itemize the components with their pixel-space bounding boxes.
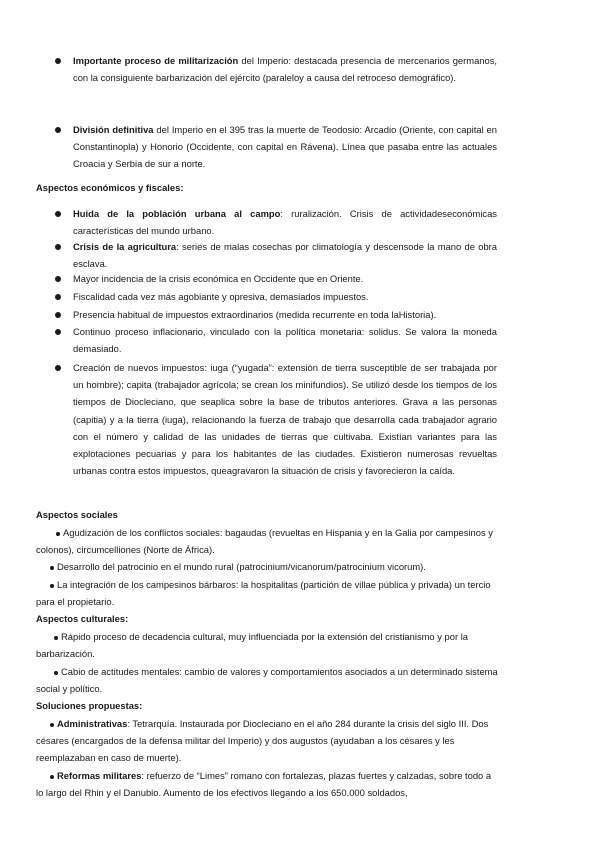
item-text: : series de malas cosechas por climatología y descensode la mano de obra esclava. (73, 241, 497, 270)
item-bold-text: Administrativas (57, 718, 128, 729)
item-text: del Imperio: destacada presencia de mercenarios germanos, con la consiguiente barbarización del ejército (paraleloy a causa del retroceso demográfico). (73, 55, 498, 84)
bullet-icon (55, 276, 61, 282)
section-heading-cultural: Aspectos culturales: (36, 613, 129, 624)
bullet-icon (54, 671, 58, 675)
paragraph (36, 576, 498, 610)
item-text: Presencia habitual de impuestos extraordinarios (medida recurrente en toda laHistoria). (73, 309, 437, 320)
section-heading-solutions: Soluciones propuestas: (36, 700, 143, 711)
list-item (73, 306, 497, 323)
item-text: : Tetrarquía. Instaurada por Diocleciano en el año 284 durante la crisis del siglo III. Dos césares (encargados de la defensa militar del Imperio) y dos augustos (ayudaban a los césares y les reemplazaban en caso de muerte). (36, 718, 489, 764)
bullet-icon (50, 566, 54, 570)
bullet-icon (55, 365, 61, 371)
item-text: Desarrollo del patrocinio en el mundo rural (patrocinium/vicanorum/patrocinium vicorum). (57, 561, 426, 572)
item-text: Fiscalidad cada vez más agobiante y opresiva, demasiados impuestos. (73, 291, 369, 302)
bullet-icon (50, 775, 54, 779)
list-item (73, 270, 497, 287)
list-item (73, 205, 497, 239)
item-bold-text: División definitiva (73, 124, 154, 135)
item-bold-text: Reformas militares (57, 770, 142, 781)
item-bold-text: Importante proceso de militarización (73, 55, 239, 66)
list-item (73, 359, 497, 479)
item-text: del Imperio en el 395 tras la muerte de Teodosio: Arcadio (Oriente, con capital en Constantinopla) y Honorio (Occidente, con capital en Rávena). Línea que pasaba entre las actuales Croacia y Serbia de sur a norte. (73, 124, 497, 170)
item-text: Creación de nuevos impuestos: iuga (“yugada”: extensión de tierra susceptible de ser trabajada por un hombre); capita (trabajador agrícola; se crean los minifundios). Se utilizó desde los tiempos de los tiempos de Diocleciano, que seaplica sobre la base de tributos anteriores. Grava a las personas (capitia) y a la tierra (iuga), relacionando la fuerza de trabajo que desarrolla cada trabajador agrario con el número y calidad de las unidades de tierras que cultivaba. Existían variantes para las explotaciones pecuarias y para los habitantes de las ciudades. Existieron numerosas revueltas urbanas contra estos impuestos, queagravaron la situación de crisis y favorecieron la caída. (73, 362, 497, 477)
list-item (73, 323, 497, 357)
bullet-icon (55, 294, 61, 300)
bullet-icon (56, 532, 60, 536)
item-text: Agudización de los conflictos sociales: bagaudas (revueltas en Hispania y en la Galia por campesinos y colonos), circumcelliones (Norte de África). (36, 527, 493, 556)
item-text: : refuerzo de “Limes” romano con fortalezas, plazas fuertes y calzadas, sobre todo a lo largo del Rhin y el Danubio. Aumento de los efectivos llegando a los 650.000 soldados, (36, 770, 492, 799)
bullet-icon (55, 127, 61, 133)
item-text: Mayor incidencia de la crisis económica en Occidente que en Oriente. (73, 273, 364, 284)
item-bold-text: Crisis de la agricultura (73, 241, 177, 252)
list-item (73, 238, 497, 272)
paragraph (36, 767, 498, 801)
item-text: Continuo proceso inflacionario, vinculado con la política monetaria: solidus. Se valora la moneda demasiado. (73, 326, 497, 355)
paragraph (36, 715, 498, 767)
item-text: Cabio de actitudes mentales: cambio de valores y comportamientos asociados a un determinado sistema social y político. (36, 666, 498, 695)
section-heading-economic: Aspectos económicos y fiscales: (36, 182, 184, 193)
paragraph (36, 524, 498, 558)
bullet-icon (54, 636, 58, 640)
item-text: La integración de los campesinos bárbaros: la hospitalitas (partición de villae pública y privada) un tercio para el propietario. (36, 579, 491, 608)
bullet-icon (55, 312, 61, 318)
bullet-icon (55, 58, 61, 64)
list-item (73, 288, 497, 305)
bullet-icon (55, 211, 61, 217)
bullet-icon (55, 244, 61, 250)
section-heading-social: Aspectos sociales (36, 509, 118, 520)
bullet-icon (55, 329, 61, 335)
item-text: Rápido proceso de decadencia cultural, muy influenciada por la extensión del cristianismo y por la barbarización. (36, 631, 468, 660)
bullet-icon (50, 723, 54, 727)
item-text: : ruralización. Crisis de actividadeseconómicas características del mundo urbano. (73, 208, 497, 237)
list-item (73, 52, 497, 86)
list-item (73, 121, 497, 173)
paragraph (36, 663, 498, 697)
paragraph (36, 628, 498, 662)
paragraph (36, 558, 498, 575)
item-bold-text: Huida de la población urbana al campo (73, 208, 281, 219)
bullet-icon (50, 584, 54, 588)
